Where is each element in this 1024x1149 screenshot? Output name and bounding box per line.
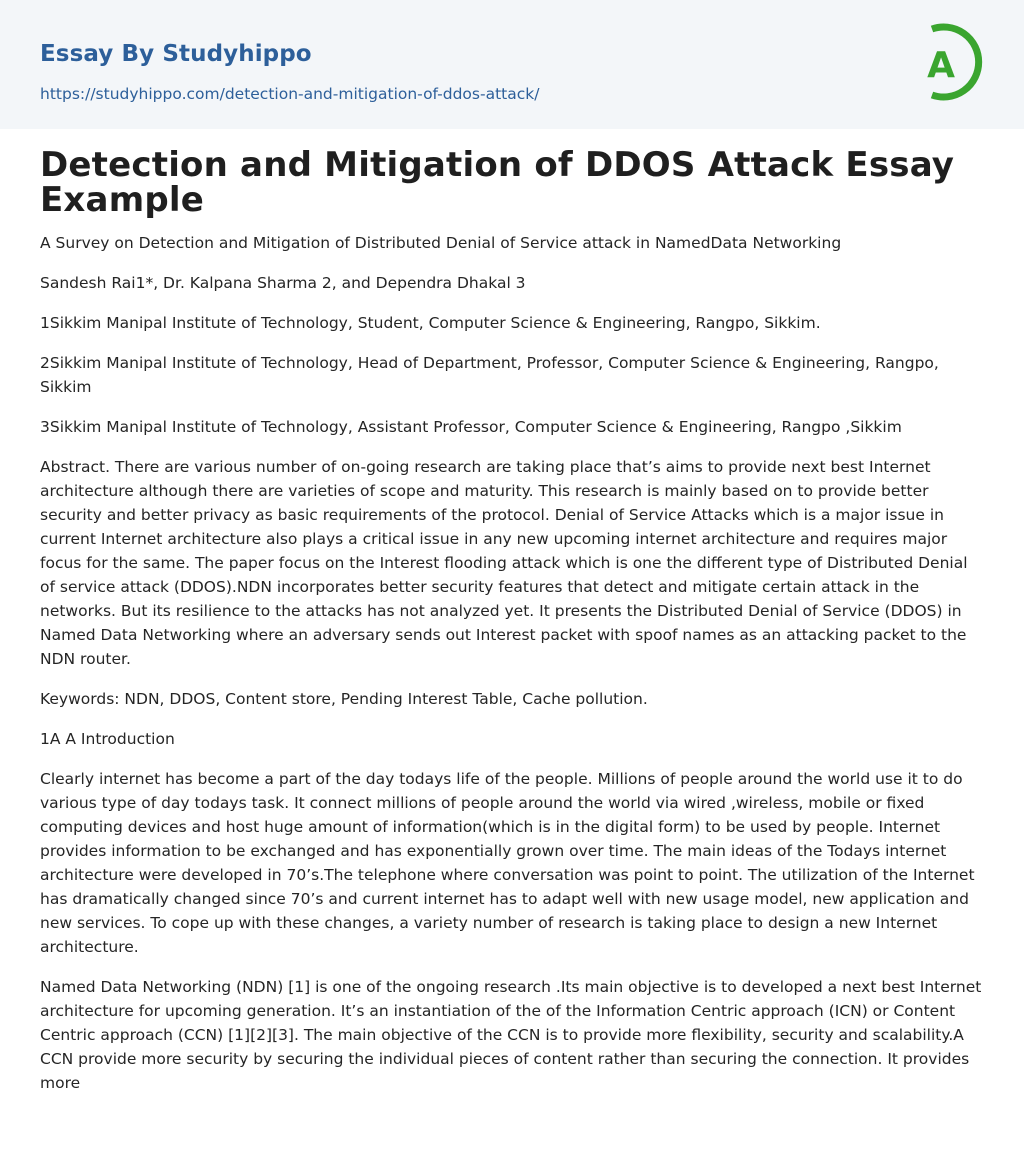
- abstract-paragraph: Abstract. There are various number of on-going research are taking place that’s aims to provide next best Internet architecture although there are varieties of scope and maturity. This research is mainly based on to provide better security and better privacy as basic requirements of the protocol. Denial of Service Attacks which is a major issue in current Internet architecture also plays a critical issue in any new upcoming internet architecture and requires major focus for the same. The paper focus on the Interest flooding attack which is one the different type of Distributed Denial of service attack (DDOS).NDN incorporates better security features that detect and mitigate certain attack in the networks. But its resilience to the attacks has not analyzed yet. It presents the Distributed Denial of Service (DDOS) in Named Data Networking where an adversary sends out Interest packet with spoof names as an attacking packet to the NDN router.: [40, 458, 968, 668]
- affiliation-1: 1Sikkim Manipal Institute of Technology, Student, Computer Science & Engineering, Rangpo, Sikkim.: [40, 314, 821, 332]
- site-header: [0, 0, 1024, 129]
- keywords-line: Keywords: NDN, DDOS, Content store, Pending Interest Table, Cache pollution.: [40, 690, 648, 708]
- authors-line: Sandesh Rai1*, Dr. Kalpana Sharma 2, and Dependra Dhakal 3: [40, 274, 526, 292]
- affiliation-2: 2Sikkim Manipal Institute of Technology, Head of Department, Professor, Computer Science & Engineering, Rangpo, Sikkim: [40, 354, 939, 396]
- ndn-paragraph: Named Data Networking (NDN) [1] is one of the ongoing research .Its main objective is to developed a next best Internet architecture for upcoming generation. It’s an instantiation of the of the Information Centric approach (ICN) or Content Centric approach (CCN) [1][2][3]. The main objective of the CCN is to provide more flexibility, security and scalability.A CCN provide more security by securing the individual pieces of content rather than securing the connection. It provides more: [40, 978, 982, 1092]
- studyhippo-logo-icon[interactable]: [913, 19, 987, 105]
- introduction-paragraph: Clearly internet has become a part of the day todays life of the people. Millions of people around the world use it to do various type of day todays task. It connect millions of people around the world via wired ,wireless, mobile or fixed computing devices and host huge amount of information(which is in the digital form) to be used by people. Internet provides information to be exchanged and has exponentially grown over time. The main ideas of the Todays internet architecture were developed in 70’s.The telephone where conversation was point to point. The utilization of the Internet has dramatically changed since 70’s and current internet has to adapt well with new usage model, new application and new services. To cope up with these changes, a variety number of research is taking place to design a new Internet architecture.: [40, 770, 975, 956]
- section-heading-introduction: 1A A Introduction: [40, 730, 175, 748]
- article: [0, 129, 1024, 1095]
- affiliation-3: 3Sikkim Manipal Institute of Technology, Assistant Professor, Computer Science & Engineering, Rangpo ,Sikkim: [40, 418, 902, 436]
- logo-letter: A: [927, 45, 955, 86]
- source-url-link[interactable]: https://studyhippo.com/detection-and-mitigation-of-ddos-attack/: [40, 85, 540, 103]
- paper-subtitle: A Survey on Detection and Mitigation of Distributed Denial of Service attack in NamedData Networking: [40, 234, 842, 252]
- brand-title[interactable]: Essay By Studyhippo: [40, 41, 312, 67]
- article-title: Detection and Mitigation of DDOS Attack Essay Example: [40, 145, 955, 220]
